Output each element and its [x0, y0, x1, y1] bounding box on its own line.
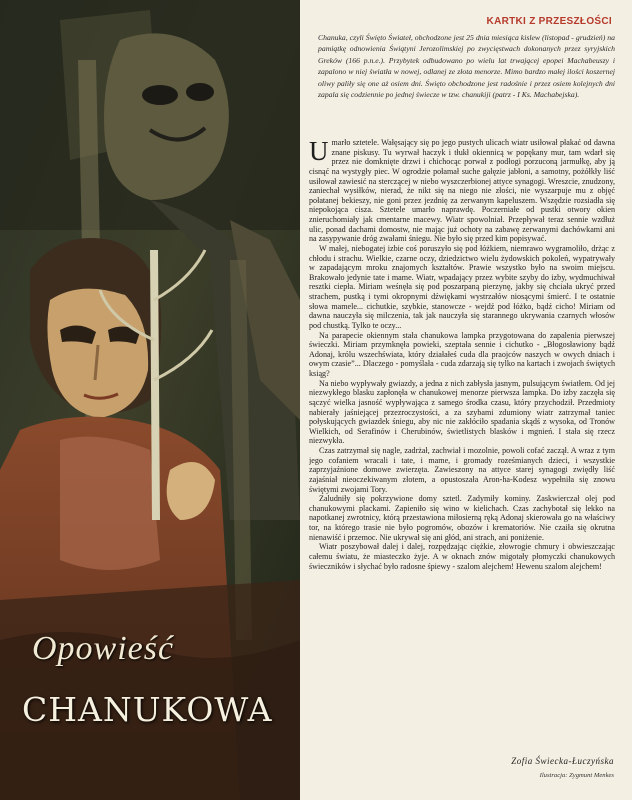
story-paragraph: Zaludniły się pokrzywione domy sztetl. Zadymiły kominy. Zaskwierczał olej pod chanukowymi plackami. Zapieniło się wino w kielichach. Czas zachybotał się lekko na napotkanej zwrotnicy, którą przestawiona miłosierną ręką Adonaj skierowała go na właściwy tor, na którego trasie nie było pogromów, obozów i krematoriów. Nie czaiła się okrutna nienawiść i przemoc. Nie ukrywał się ani głód, ani strach, ani poniżenie.: [309, 494, 615, 542]
story-paragraph: Na niebo wypływały gwiazdy, a jedna z nich zabłysła jasnym, pulsującym światłem. Od jej niezwykłego blasku zapłonęła w chanukowej menorze pierwsza lampka. Do izby zaczęła się sączyć wielka jasność wypływająca z samego środka czasu, który przychodził. Przedmioty nabierały jaśniejącej przezroczystości, a za szybami zdumiony wiatr zatrzymał taniec połyskujących gwiazdek śniegu, aby nic nie zakłóciło spadania skądś z wysoka, od Tronów Wielkich, od Serafinów i Cherubinów, świetlistych blasków i mgnień. I stała się rzecz niezwykła.: [309, 378, 615, 446]
section-header: KARTKI Z PRZESZŁOŚCI: [486, 16, 612, 27]
story-body: [309, 138, 615, 754]
story-paragraph: Czas zatrzymał się nagle, zadrżał, zachwiał i mozolnie, powoli cofać zaczął. A wraz z tym jego cofaniem wracali i tate, i mame, i gromady roześmianych dzieci, i wszystkie zaprzyjaźnione domowe zwierzęta. Zawieszony na attyce starej synagogi zwiędły liść zajaśniał nieoczekiwanym złotem, a opustoszała Aron-ha-Kodesz wypełniła się znowu świętymi zwojami Tory.: [309, 446, 615, 494]
expressionist-painting: [0, 0, 300, 800]
story-paragraph: Na parapecie okiennym stała chanukowa lampka przygotowana do zapalenia pierwszej świeczki. Miriam przymknęła powieki, szeptała sennie i cichutko - „Błogosławiony bądź Adonaj, królu wszechświata, który działałeś cuda dla praojców naszych w owych dniach i owym czasie”... Dlaczego - pomyślała - cuda zdarzają się tylko na kartach i zwojach świętych ksiąg?: [309, 330, 615, 378]
title-main-line: CHANUKOWA: [22, 690, 273, 729]
story-paragraph: [309, 138, 615, 244]
story-paragraph-text: marło sztetele. Wałęsający się po jego pustych ulicach wiatr usiłował płakać od dawna znane piskusy. Tu wyrwał haczyk i tłukł okiennicą w popękany mur, tam wdarł się przez nie domknięte drzwi i chichocąc porwał z podłogi porzuconą jarmułkę, aby ją cisnąć na wystygły piec. W ogrodzie połamał suche gałęzie jabłoni, a samotny, pożółkły liść usiłował zawiesić na sterczącej w niebo wyszczerbionej attyce synagogi. Wreszcie, znudzony, zaniechał wysiłków, nierad, że nikt się na niego nie złości, nie wyszarpuje mu z objęć połatanej bekieszy, nie goni przez jezdnię za zerwanym kapeluszem. Wszędzie rozsiadła się niepokojąca cisza. Sztetele umarło naprawdę. Poczerniałe od pustki otwory okien znieruchomiały jak cmentarne macewy. Wiatr spowolniał. Przepływał teraz sennie wzdłuż ulic, ponad dachami domostw, nie mając już ochoty na zabawę zerwanymi dachówkami ani na zasypywanie dróg zwałami śniegu. Nie było się przed kim popisywać.: [309, 138, 615, 244]
intro-paragraph: Chanuka, czyli Święto Świateł, obchodzone jest 25 dnia miesiąca kislew (listopad - grudzień) na pamiątkę odnowienia Świątyni Jerozolimskiej po zwycięstwach dokonanych przez syryjskich Greków (166 p.n.e.). Przybytek odbudowano po wielu lat trwającej epopei Machabeuszy i zapalono w niej światła w nowej, odlanej ze złota menorze. Mimo bardzo małej ilości koszernej oliwy paliły się one aż osiem dni. Święto obchodzone jest radośnie i przez osiem kolejnych dni zapala się codziennie po jednej świecze w tzw. chanukiji (patrz - I Ks. Machabejska).: [318, 33, 615, 100]
title-script-line: Opowieść: [32, 630, 175, 667]
painting-illustration: [0, 0, 300, 800]
author-name: Zofia Świecka-Łuczyńska: [511, 756, 614, 766]
illustration-credit: Ilustracja: Zygmunt Menkes: [539, 772, 614, 779]
story-paragraph: Wiatr poszybował dalej i dalej, rozpędzając ciężkie, złowrogie chmury i obwieszczając całemu światu, że miasteczko żyje. A w oknach znów migotały płomyczki chanukowych świeczników i słychać było radosne śpiewy - szalom alejchem! Hewenu szalom alejchem!: [309, 542, 615, 571]
story-paragraph: W małej, niebogatej izbie coś poruszyło się pod łóżkiem, niemrawo wygramoliło, drżąc z chłodu i strachu. Wielkie, czarne oczy, dziedzictwo wielu żydowskich pokoleń, wypatrywały w zapadającym mroku znajomych kształtów. Prawie wszystko było na swoim miejscu. Brakowało jedynie tate i mame. Wiatr, wpadający przez wybite szyby do izby, wydmuchiwał resztki ciepła. Miriam weśnęła się pod poszarpaną pierzynę, jakby się chciała ukryć przed strachem, pustką i tymi okropnymi dźwiękami wystrzałów niosącymi śmierć. I te ostatnie słowa mamele... cichutkie, szybkie, stanowcze - wejdź pod łóżko, bądź cicho! Miriam od dawna nauczyła się milczenia, tak jak nauczyła się starannego ukrywania czarnych włosów pod chustką. Tylko te oczy...: [309, 243, 615, 330]
drop-cap: U: [309, 138, 329, 166]
